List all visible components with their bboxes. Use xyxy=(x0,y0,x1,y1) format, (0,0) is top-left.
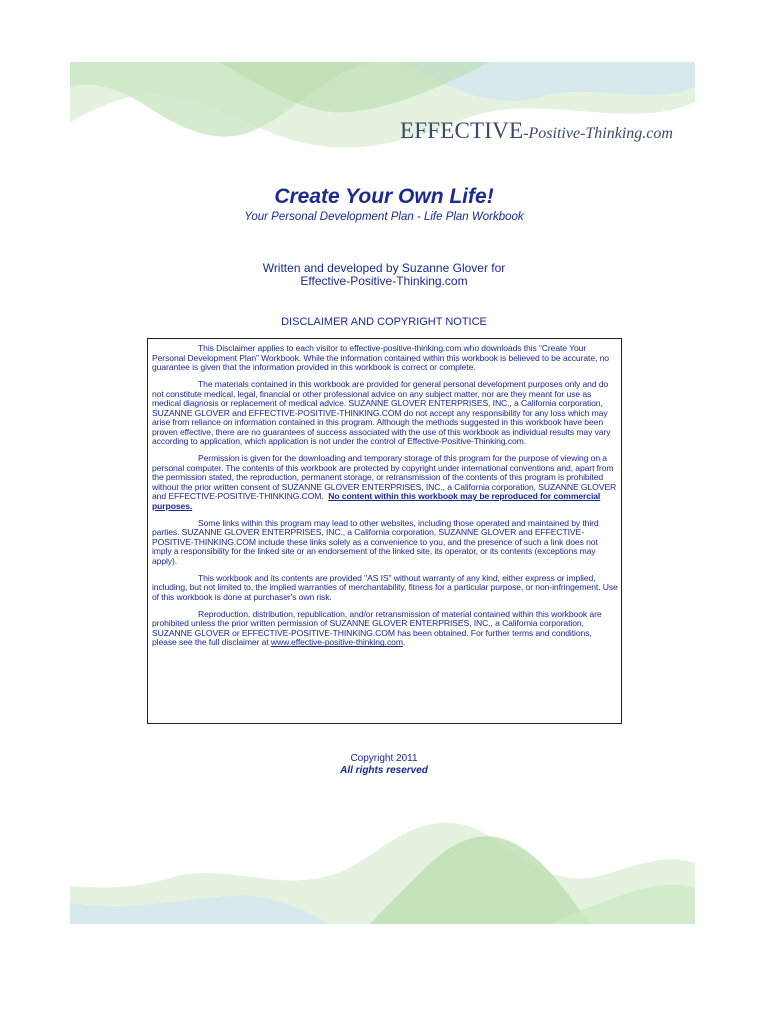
footer-wave-banner xyxy=(70,808,695,924)
disclaimer-heading: DISCLAIMER AND COPYRIGHT NOTICE xyxy=(281,316,487,328)
commercial-notice: No content within this workbook may be reproduced for commercial purposes. xyxy=(152,491,601,511)
permission-text: Permission is given for the downloading and temporary storage of this program for the purpose of viewing on a personal computer. The contents of this workbook are protected by copyright under international conventions and, apart from the permission stated, the reproduction, permanent storage, or retransmission of the contents of this program is prohibited without the prior written consent of SUZANNE GLOVER ENTERPRISES, INC., a California corporation, SUZANNE GLOVER and EFFECTIVE-POSITIVE-THINKING.COM. xyxy=(152,453,617,502)
disclaimer-paragraph xyxy=(152,610,618,648)
rights-reserved: All rights reserved xyxy=(340,765,428,776)
disclaimer-paragraph: This Disclaimer applies to each visitor to effective-positive-thinking.com who downloads this “Create Your Personal Development Plan” Workbook. While the information contained within this workbook is believed to be accurate, no guarantee is given that the information provided in this workbook is correct or complete. xyxy=(152,343,609,372)
header-wave-banner xyxy=(70,62,695,172)
page-title: Create Your Own Life! xyxy=(274,185,494,208)
website-link[interactable]: www.effective-positive-thinking.com xyxy=(270,637,403,648)
reproduction-text: Reproduction, distribution, republication, and/or retransmission of material contained within this workbook are prohibited unless the prior written permission of SUZANNE GLOVER ENTERPRISES, INC., a California corporation, SUZANNE GLOVER or EFFECTIVE-POSITIVE-THINKING.COM has been obtained. For further terms and conditions, please see the full disclaimer at xyxy=(152,608,602,648)
author-credit xyxy=(0,262,768,288)
copyright-block xyxy=(0,753,768,777)
brand-logo xyxy=(400,118,673,144)
brand-main: EFFECTIVE xyxy=(400,118,524,143)
page-subtitle: Your Personal Development Plan - Life Plan Workbook xyxy=(244,211,524,223)
disclaimer-paragraph: The materials contained in this workbook are provided for general personal development purposes only and do not constitute medical, legal, financial or other professional advice on any subject matter, nor are they meant for use as medical diagnosis or replacement of medical advice. SUZANNE GLOVER ENTERPRISES, INC., a California corporation, SUZANNE GLOVER and EFFECTIVE-POSITIVE-THINKING.COM do not accept any responsibility for any loss which may arise from reliance on information contained in this program. Although the methods suggested in this workbook have been proven effective, there are no guarantees of success associated with the use of this workbook as individual results may vary according to application, which application is not under the control of Effective-Positive-Thinking.com. xyxy=(152,379,611,447)
author-line-1: Written and developed by Suzanne Glover for xyxy=(262,261,506,275)
author-line-2: Effective-Positive-Thinking.com xyxy=(300,274,468,288)
disclaimer-paragraph xyxy=(152,454,618,511)
copyright-year: Copyright 2011 xyxy=(350,753,418,764)
disclaimer-paragraph: Some links within this program may lead to other websites, including those operated and maintained by third parties. SUZANNE GLOVER ENTERPRISES, INC., a California corporation, SUZANNE GLOVER and EFFECTIVE-POSITIVE-THINKING.COM include these links solely as a convenience to you, and the presence of such a link does not imply a responsibility for the linked site or an endorsement of the linked site, its operator, or its contents (exceptions may apply). xyxy=(152,517,599,566)
brand-rest: -Positive-Thinking.com xyxy=(523,125,673,142)
period: . xyxy=(402,637,406,648)
disclaimer-paragraph: This workbook and its contents are provided "AS IS" without warranty of any kind, either express or implied, including, but not limited to, the implied warranties of merchantability, fitness for a particular purpose, or non-infringement. Use of this workbook is done at purchaser's own risk. xyxy=(152,572,618,602)
disclaimer-box xyxy=(147,338,622,724)
